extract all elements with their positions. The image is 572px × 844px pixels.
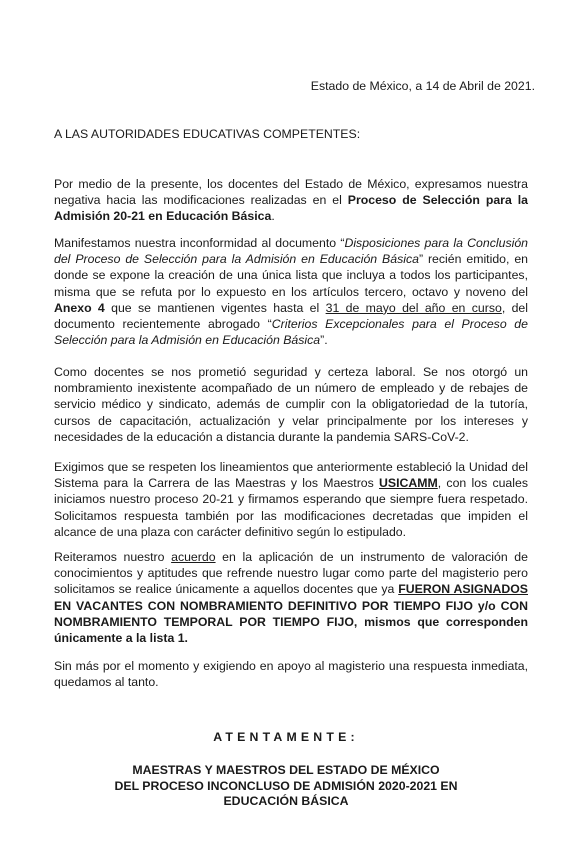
p4-text-2: , con los cuales iniciamos nuestro proceso 20-21 y firmamos esperando que siempre fuera respetado. Solicitamos respuesta también por las modificaciones decretadas que impiden el alcance de una plaza con carácter definitivo según lo estipulado.: [54, 476, 528, 539]
p1-text: Por medio de la presente, los docentes del Estado de México, expresamos nuestra negativa hacia las modificaciones realizadas en el: [54, 177, 528, 208]
date-line: Estado de México, a 14 de Abril de 2021.: [310, 79, 535, 93]
p2-text-3: que se mantienen vigentes hasta el: [104, 300, 326, 315]
document-title-criterios: Criterios Excepcionales para el Proceso de Selección para la Admisión en Educación Básica: [54, 317, 528, 348]
closing-atentamente: ATENTAMENTE:: [213, 730, 359, 744]
paragraph-intro: [54, 176, 528, 225]
deadline-date: 31 de mayo del año en curso: [325, 300, 502, 315]
anexo-4: Anexo 4: [54, 300, 105, 315]
paragraph-closing: [54, 658, 528, 690]
p1-end: .: [271, 209, 275, 224]
p5-text-1: Reiteramos nuestro: [54, 550, 172, 564]
paragraph-demands: [54, 459, 528, 540]
paragraph-agreement: [54, 549, 528, 646]
document-title-disposiciones: Disposiciones para la Conclusión del Proceso de Selección para la Admisión en Educación Básica: [54, 236, 528, 267]
usicamm: USICAMM: [379, 476, 438, 491]
signature-line-2: DEL PROCESO INCONCLUSO DE ADMISIÓN 2020-2021 EN: [114, 778, 458, 793]
vacantes-text: EN VACANTES CON NOMBRAMIENTO DEFINITIVO POR TIEMPO FIJO y/o CON NOMBRAMIENTO TEMPORAL POR TIEMPO FIJO, mismos que corresponden únicamente a la lista 1.: [54, 598, 528, 646]
p3-text: Como docentes se nos prometió seguridad y certeza laboral. Se nos otorgó un nombramiento inexistente acompañado de un número de empleado y de rebajes de servicio médico y sindicato, además de cumplir con la obligatoriedad de la tutoría, cursos de capacitación, actualización y velar principalmente por los intereses y necesidades de la educación a distancia durante la pandemia SARS-CoV-2.: [54, 365, 528, 444]
paragraph-security: [54, 364, 528, 445]
process-name: Proceso de Selección para la Admisión 20-21 en Educación Básica: [54, 193, 528, 224]
acuerdo: acuerdo: [171, 550, 216, 564]
p6-text: Sin más por el momento y exigiendo en apoyo al magisterio una respuesta inmediata, quedamos al tanto.: [54, 659, 528, 690]
signature-line-3: EDUCACIÓN BÁSICA: [223, 794, 349, 808]
fueron-asignados: FUERON ASIGNADOS: [398, 582, 528, 597]
p2-text-2: ” recién emitido, en donde se expone la creación de una única lista que incluya a todos los participantes, misma que se refuta por lo expuesto en los artículos tercero, octavo y noveno del: [54, 252, 529, 299]
signature-block: [0, 763, 572, 810]
addressee: A LAS AUTORIDADES EDUCATIVAS COMPETENTES:: [54, 127, 361, 141]
signature-line-1: MAESTRAS Y MAESTROS DEL ESTADO DE MÉXICO: [132, 763, 440, 777]
p2-text-4: , del documento recientemente abrogado “: [54, 300, 528, 332]
p5-text-2: en la aplicación de un instrumento de valoración de conocimientos y aptitudes que refrende nuestro lugar como parte del magisterio pero solicitamos se realice únicamente a aquellos docentes que ya: [54, 550, 528, 597]
p2-text-1: Manifestamos nuestra inconformidad al documento “: [54, 236, 345, 250]
p4-text-1: Exigimos que se respeten los lineamientos que anteriormente estableció la Unidad del Sistema para la Carrera de las Maestras y los Maestros: [54, 460, 528, 491]
paragraph-inconformity: [54, 235, 528, 348]
p2-text-5: ”.: [320, 333, 328, 348]
